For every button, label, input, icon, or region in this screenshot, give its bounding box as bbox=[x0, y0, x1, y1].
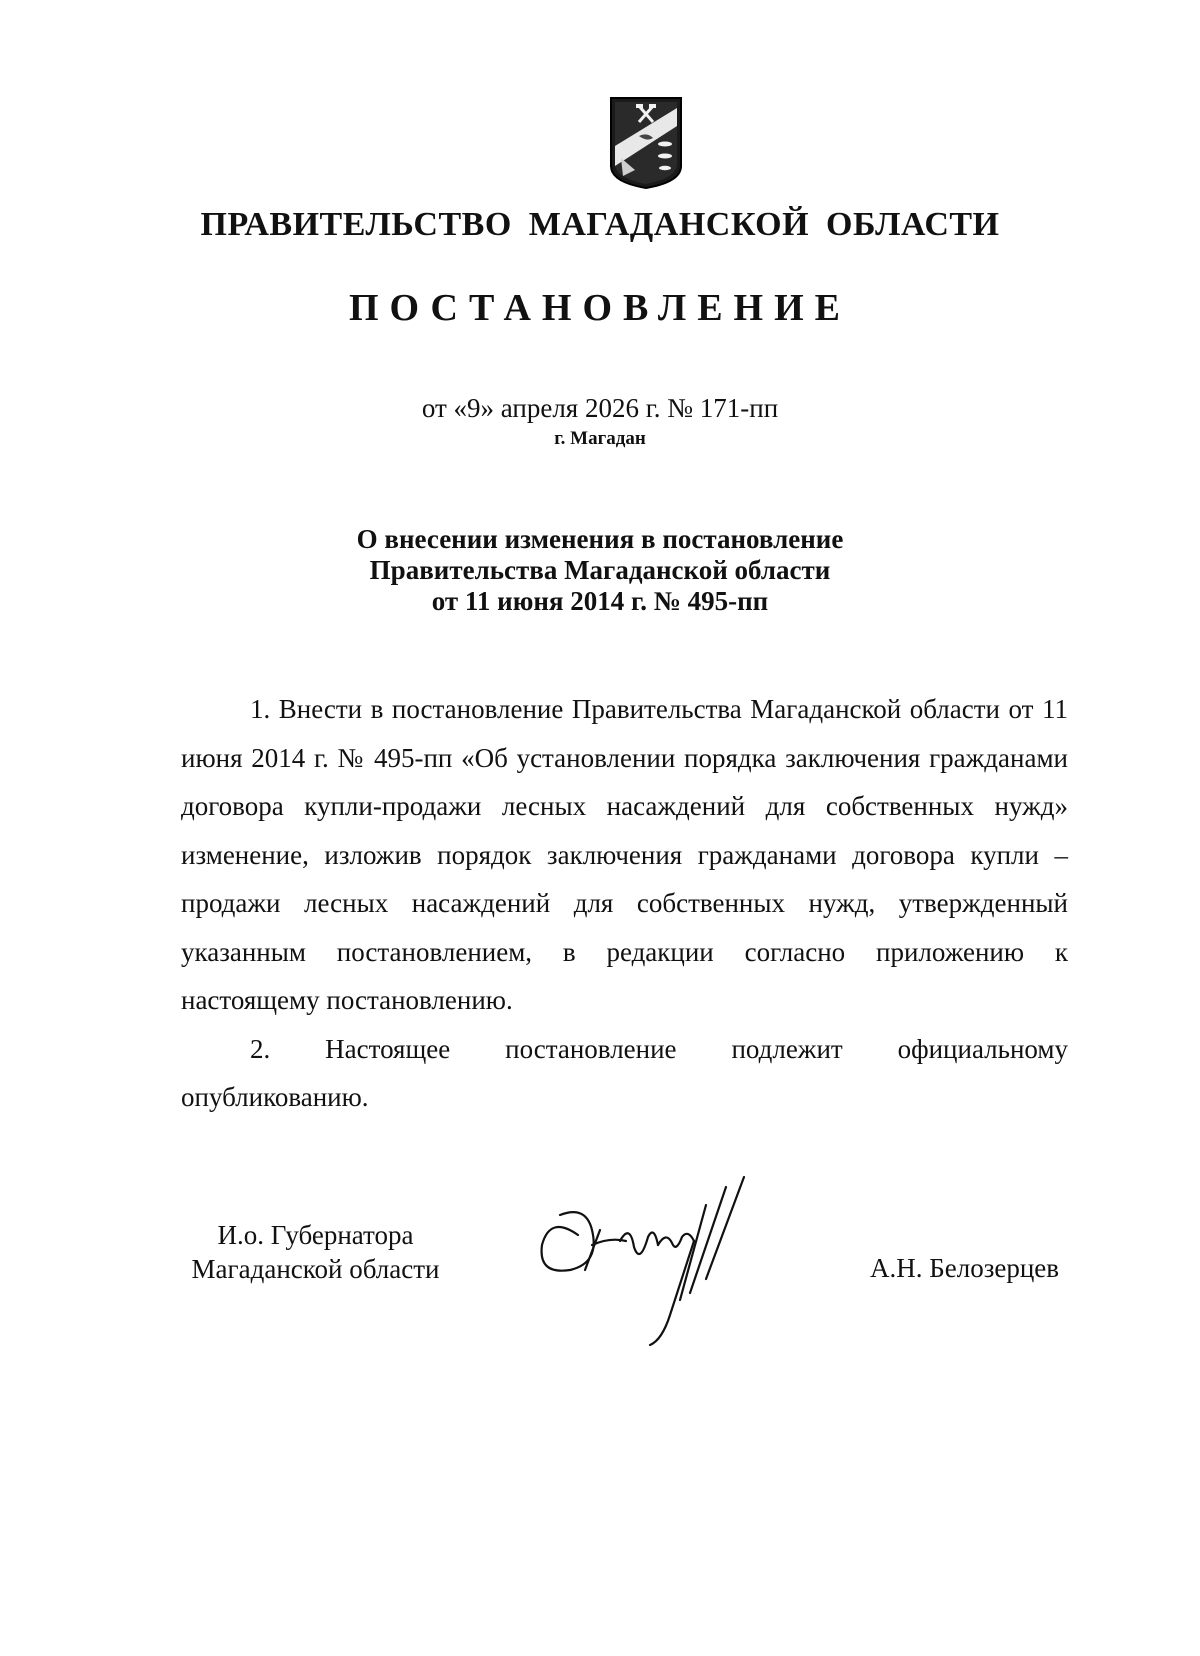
paragraph-1: 1. Внести в постановление Правительства Магаданской области от 11 июня 2014 г. № 495-пп «Об установлении порядка заключения гражданами договора купли-продажи лесных насаждений для собственных нужд» изменение, изложив порядок заключения гражданами договора купли – продажи лесных насаждений для собственных нужд, утвержденный указанным постановлением, в редакции согласно приложению к настоящему постановлению. bbox=[181, 694, 1068, 1015]
signatory-name: А.Н. Белозерцев bbox=[870, 1253, 1060, 1283]
signatory-title-line: И.о. Губернатора bbox=[217, 1220, 414, 1250]
document-body bbox=[181, 685, 1068, 1122]
handwritten-signature-icon bbox=[530, 1175, 780, 1355]
document-type-title: ПОСТАНОВЛЕНИЕ bbox=[348, 287, 852, 329]
signatory-title bbox=[183, 1218, 448, 1286]
signatory-title-line: Магаданской области bbox=[191, 1254, 440, 1284]
date-and-number: от «9» апреля 2026 г. № 171-пп bbox=[421, 393, 779, 423]
subject-line: Правительства Магаданской области bbox=[369, 555, 831, 585]
subject-line: от 11 июня 2014 г. № 495-пп bbox=[431, 586, 769, 616]
organization-title: ПРАВИТЕЛЬСТВО МАГАДАНСКОЙ ОБЛАСТИ bbox=[200, 206, 1000, 243]
city-label: г. Магадан bbox=[554, 428, 646, 449]
subject-line: О внесении изменения в постановление bbox=[356, 524, 844, 554]
paragraph-2: 2. Настоящее постановление подлежит официальному опубликованию. bbox=[181, 1033, 1068, 1112]
document-subject bbox=[0, 524, 1200, 617]
coat-of-arms-icon bbox=[609, 96, 683, 190]
